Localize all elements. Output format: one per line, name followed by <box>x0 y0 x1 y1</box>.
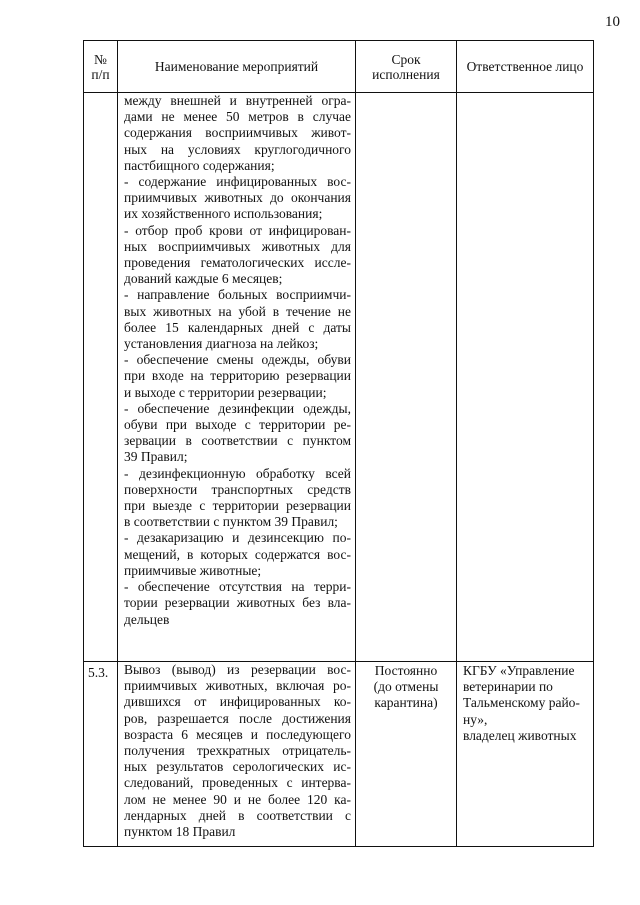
header-term-line: исполнения <box>372 66 440 82</box>
measure-text-line: мещений, в которых содержатся вос- <box>124 546 351 562</box>
measure-text-line: - отбор проб крови от инфицирован- <box>124 222 351 238</box>
measure-text-line: - обеспечение смены одежды, обуви <box>124 352 351 368</box>
table-row-continuation <box>84 93 594 662</box>
term-text-line: Постоянно <box>374 663 438 678</box>
measure-text-line: ных результатов серологических ис- <box>124 759 351 775</box>
page-number: 10 <box>605 14 620 30</box>
measure-text-line: возраста 6 месяцев и последующего <box>124 726 351 742</box>
measure-text-line: дившихся от инфицированных ко- <box>124 694 351 710</box>
responsible-text-line: ветеринарии по <box>463 679 553 695</box>
header-name: Наименование мероприятий <box>118 41 356 93</box>
header-number-line: п/п <box>91 66 110 82</box>
header-term-line: Срок <box>391 51 421 67</box>
header-number <box>84 41 118 93</box>
measure-text-line: лом не менее 90 и не более 120 ка- <box>124 791 351 807</box>
measure-text-line: их хозяйственного использования; <box>124 206 323 222</box>
measures-table <box>83 40 594 847</box>
cell-number <box>84 662 118 847</box>
measure-text-line: следований, проведенных с интерва- <box>124 775 351 791</box>
measure-text-line: дами не менее 50 метров в случае <box>124 109 351 125</box>
measure-text-line: более 15 календарных дней с даты <box>124 319 351 335</box>
responsible-text-line: ну», <box>463 711 488 727</box>
measure-text-line: тории резервации животных без вла- <box>124 595 351 611</box>
measure-text-line: - содержание инфицированных вос- <box>124 174 351 190</box>
cell-term-empty <box>356 93 457 662</box>
cell-number-empty <box>84 93 118 662</box>
table-header-row <box>84 41 594 93</box>
term-text-line: карантина) <box>374 695 438 711</box>
measure-text-line: проведения гематологических иссле- <box>124 255 351 271</box>
responsible-text-line: Тальменскому райо- <box>463 695 580 711</box>
measure-text-line: содержания восприимчивых живот- <box>124 125 351 141</box>
measure-text-line: дельцев <box>124 611 170 627</box>
measure-text-line: между внешней и внутренней огра- <box>124 93 351 108</box>
measure-text-line: пунктом 18 Правил <box>124 824 236 840</box>
table-row-5-3 <box>84 662 594 847</box>
cell-responsible-empty <box>457 93 594 662</box>
header-responsible: Ответственное лицо <box>457 41 594 93</box>
measure-text-line: и выходе с территории резервации; <box>124 384 327 400</box>
cell-measure <box>118 662 356 847</box>
measure-text-line: при входе на территорию резервации <box>124 368 351 384</box>
measure-text-line: - дезинфекционную обработку всей <box>124 465 351 481</box>
measure-text-line: вых животных на убой в течение не <box>124 303 351 319</box>
measure-text-line: в соответствии с пунктом 39 Правил; <box>124 514 338 530</box>
measure-text-line: обуви при выходе с территории ре- <box>124 417 351 433</box>
measure-text-line: - обеспечение отсутствия на терри- <box>124 579 351 595</box>
responsible-text-line: КГБУ «Управление <box>463 663 575 678</box>
measure-text-line: Вывоз (вывод) из резервации вос- <box>124 662 351 677</box>
header-term <box>356 41 457 93</box>
measure-text-line: - дезакаризацию и дезинсекцию по- <box>124 530 351 546</box>
measure-text-line: - направление больных восприимчи- <box>124 287 351 303</box>
measure-text-line: приимчивых животных, включая ро- <box>124 678 351 694</box>
measure-text-line: поверхности транспортных средств <box>124 481 351 497</box>
term-text-line: (до отмены <box>373 679 439 695</box>
measure-text-line: ных на условиях круглогодичного <box>124 141 351 157</box>
responsible-text-line: владелец животных <box>463 727 577 743</box>
measure-text-line: 39 Правил; <box>124 449 188 465</box>
row-number: 5.3. <box>88 665 109 680</box>
measure-text-line: установления диагноза на лейкоз; <box>124 336 319 352</box>
measure-text-line: приимчивые животные; <box>124 562 262 578</box>
measure-text-line: зервации в соответствии с пунктом <box>124 433 351 449</box>
measure-text-line: - обеспечение дезинфекции одежды, <box>124 400 351 416</box>
cell-term <box>356 662 457 847</box>
cell-responsible <box>457 662 594 847</box>
cell-measures-continuation <box>118 93 356 662</box>
measure-text-line: пастбищного содержания; <box>124 157 275 173</box>
measure-text-line: получения трехкратных отрицатель- <box>124 743 351 759</box>
measure-text-line: ных восприимчивых животных для <box>124 238 351 254</box>
measure-text-line: при выезде с территории резервации <box>124 498 351 514</box>
measure-text-line: лендарных дней в соответствии с <box>124 807 351 823</box>
measure-text-line: дований каждые 6 месяцев; <box>124 271 283 287</box>
header-number-line: № <box>94 51 107 67</box>
measure-text-line: ров, разрешается после достижения <box>124 710 351 726</box>
measure-text-line: приимчивых животных до окончания <box>124 190 351 206</box>
